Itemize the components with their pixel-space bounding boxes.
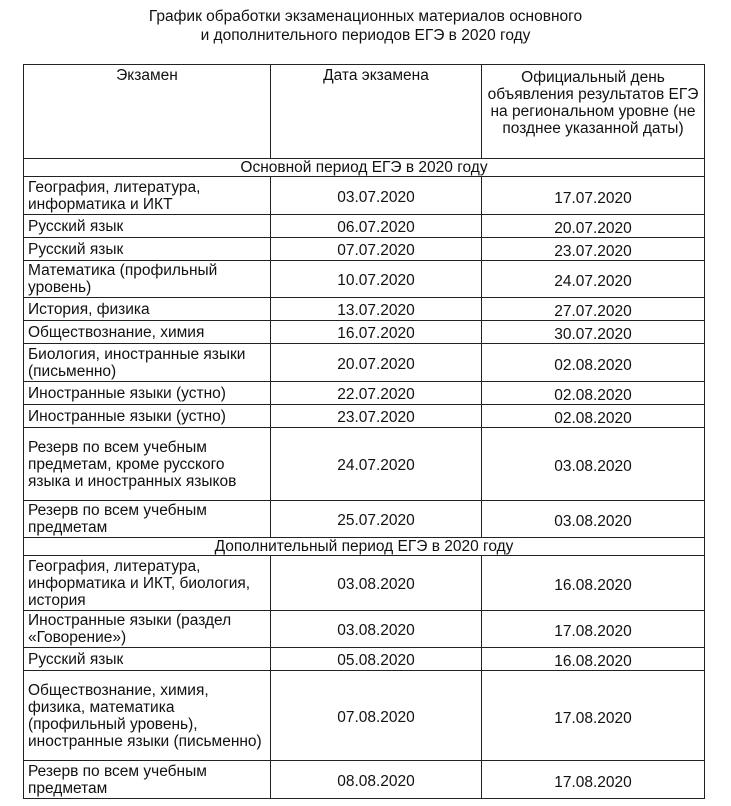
result-cell: 23.07.2020 [482,238,705,261]
date-cell: 03.07.2020 [271,177,482,215]
exam-cell: Резерв по всем учебным предметам, кроме русского языка и иностранных языков [24,428,271,501]
header-result: Официальный день объявления результатов ЕГЭ на региональном уровне (не позднее указанной даты) [482,65,705,159]
exam-cell: География, литература, информатика и ИКТ, биология, история [24,556,271,611]
table-row [24,428,705,501]
result-cell: 30.07.2020 [482,321,705,344]
exam-cell: Русский язык [24,215,271,238]
result-cell: 02.08.2020 [482,382,705,405]
table-row [24,405,705,428]
result-cell: 02.08.2020 [482,405,705,428]
section-label: Основной период ЕГЭ в 2020 году [24,159,705,177]
date-cell: 03.08.2020 [271,611,482,648]
header-exam: Экзамен [24,65,271,159]
table-row [24,501,705,538]
date-cell: 07.08.2020 [271,671,482,761]
table-row [24,298,705,321]
exam-cell: География, литература, информатика и ИКТ [24,177,271,215]
date-cell: 24.07.2020 [271,428,482,501]
result-cell: 02.08.2020 [482,344,705,382]
table-row [24,648,705,671]
date-cell: 06.07.2020 [271,215,482,238]
result-cell: 16.08.2020 [482,648,705,671]
result-cell: 03.08.2020 [482,501,705,538]
result-cell: 16.08.2020 [482,556,705,611]
result-cell: 17.08.2020 [482,671,705,761]
exam-cell: Резерв по всем учебным предметам [24,761,271,799]
table-body [24,159,705,799]
date-cell: 05.08.2020 [271,648,482,671]
exam-cell: Математика (профильный уровень) [24,261,271,298]
date-cell: 20.07.2020 [271,344,482,382]
result-cell: 17.08.2020 [482,761,705,799]
table-row [24,177,705,215]
table-row [24,238,705,261]
table-row [24,382,705,405]
date-cell: 23.07.2020 [271,405,482,428]
title-line-1: График обработки экзаменационных материалов основного [148,8,583,25]
exam-cell: Иностранные языки (устно) [24,405,271,428]
document-title [0,7,731,45]
exam-cell: Русский язык [24,238,271,261]
exam-cell: Иностранные языки (раздел «Говорение») [24,611,271,648]
table-row [24,215,705,238]
section-row [24,538,705,556]
result-cell: 27.07.2020 [482,298,705,321]
result-cell: 03.08.2020 [482,428,705,501]
result-cell: 17.07.2020 [482,177,705,215]
table-row [24,261,705,298]
header-row [24,65,705,159]
section-label: Дополнительный период ЕГЭ в 2020 году [24,538,705,556]
date-cell: 13.07.2020 [271,298,482,321]
date-cell: 22.07.2020 [271,382,482,405]
date-cell: 07.07.2020 [271,238,482,261]
table-row [24,761,705,799]
date-cell: 03.08.2020 [271,556,482,611]
date-cell: 25.07.2020 [271,501,482,538]
date-cell: 16.07.2020 [271,321,482,344]
date-cell: 08.08.2020 [271,761,482,799]
result-cell: 24.07.2020 [482,261,705,298]
table-row [24,344,705,382]
result-cell: 20.07.2020 [482,215,705,238]
header-date: Дата экзамена [271,65,482,159]
result-cell: 17.08.2020 [482,611,705,648]
table-row [24,556,705,611]
exam-cell: Иностранные языки (устно) [24,382,271,405]
table-row [24,611,705,648]
exam-cell: Биология, иностранные языки (письменно) [24,344,271,382]
table-row [24,321,705,344]
exam-cell: Обществознание, химия [24,321,271,344]
exam-cell: Русский язык [24,648,271,671]
exam-cell: Резерв по всем учебным предметам [24,501,271,538]
table-row [24,671,705,761]
exam-cell: История, физика [24,298,271,321]
section-row [24,159,705,177]
exam-cell: Обществознание, химия, физика, математика (профильный уровень), иностранные языки (письменно) [24,671,271,761]
schedule-table [23,64,705,799]
title-line-2: и дополнительного периодов ЕГЭ в 2020 году [200,27,531,44]
date-cell: 10.07.2020 [271,261,482,298]
